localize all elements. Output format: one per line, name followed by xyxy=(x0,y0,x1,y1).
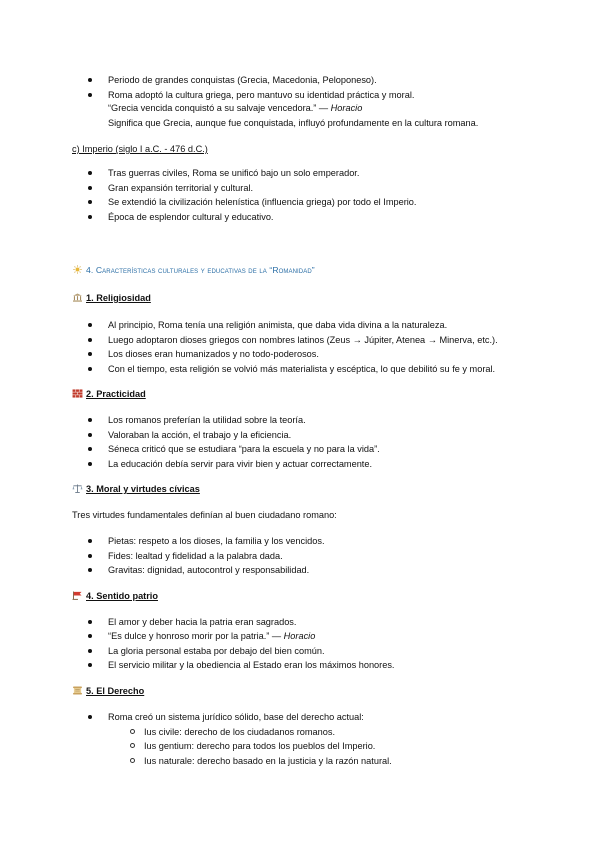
moral-intro: Tres virtudes fundamentales definían al buen ciudadano romano: xyxy=(72,510,337,520)
derecho-heading xyxy=(72,685,144,697)
list-item: Los romanos preferían la utilidad sobre la teoría. xyxy=(108,415,306,425)
quote-author: Horacio xyxy=(283,631,316,641)
quote-line xyxy=(108,102,362,114)
list-item: Periodo de grandes conquistas (Grecia, Macedonia, Peloponeso). xyxy=(108,75,377,85)
list-item: Gran expansión territorial y cultural. xyxy=(108,183,254,193)
section-title-text: 4. Características culturales y educativas de la “Romanidad” xyxy=(86,265,315,275)
patrio-heading-text: 4. Sentido patrio xyxy=(86,591,158,601)
scroll-icon xyxy=(72,686,83,695)
quote-author: Horacio xyxy=(330,103,363,113)
list-item: Pietas: respeto a los dioses, la familia y los vencidos. xyxy=(108,536,325,546)
derecho-heading-text: 5. El Derecho xyxy=(86,686,145,696)
moral-heading xyxy=(72,483,200,495)
list-item: Con el tiempo, esta religión se volvió más materialista y escéptica, lo que debilitó su fe y moral. xyxy=(108,364,496,374)
list-item: La educación debía servir para vivir bien y actuar correctamente. xyxy=(108,459,373,469)
list-item: Séneca criticó que se estudiara “para la escuela y no para la vida”. xyxy=(108,444,380,454)
quote-text: “Grecia vencida conquistó a su salvaje vencedora.” — xyxy=(108,103,331,113)
quote-open: “ xyxy=(108,631,112,641)
list-item: Se extendió la civilización helenística (influencia griega) por todo el Imperio. xyxy=(108,197,417,207)
sun-icon xyxy=(72,265,83,274)
moral-heading-text: 3. Moral y virtudes cívicas xyxy=(86,484,200,494)
list-item: Gravitas: dignidad, autocontrol y responsabilidad. xyxy=(108,565,310,575)
list-item: El servicio militar y la obediencia al Estado eran los máximos honores. xyxy=(108,660,395,670)
list-item: Época de esplendor cultural y educativo. xyxy=(108,212,274,222)
quote-text: Es dulce y honroso morir por la patria.” — xyxy=(111,631,284,641)
practicidad-heading-text: 2. Practicidad xyxy=(86,389,146,399)
list-item: Al principio, Roma tenía una religión animista, que daba vida divina a la naturaleza. xyxy=(108,320,448,330)
bricks-icon xyxy=(72,389,83,398)
practicidad-heading xyxy=(72,388,146,400)
list-item xyxy=(108,630,315,642)
list-item: Roma adoptó la cultura griega, pero mantuvo su identidad práctica y moral. xyxy=(108,90,415,100)
religiosidad-heading-text: 1. Religiosidad xyxy=(86,293,151,303)
list-item: Fides: lealtad y fidelidad a la palabra dada. xyxy=(108,551,283,561)
patrio-heading xyxy=(72,590,158,602)
temple-icon xyxy=(72,293,83,302)
scales-icon xyxy=(72,484,83,493)
list-item: El amor y deber hacia la patria eran sagrados. xyxy=(108,617,297,627)
sub-list-item: Ius naturale: derecho basado en la justicia y la razón natural. xyxy=(144,756,392,766)
imperio-heading: c) Imperio (siglo I a.C. - 476 d.C.) xyxy=(72,144,208,154)
list-item: Los dioses eran humanizados y no todo-poderosos. xyxy=(108,349,319,359)
list-item: Valoraban la acción, el trabajo y la eficiencia. xyxy=(108,430,292,440)
sub-list-item: Ius civile: derecho de los ciudadanos romanos. xyxy=(144,727,336,737)
list-item: Roma creó un sistema jurídico sólido, base del derecho actual: xyxy=(108,712,364,722)
section-title xyxy=(72,264,315,276)
sub-list-item: Ius gentium: derecho para todos los pueblos del Imperio. xyxy=(144,741,376,751)
flag-icon xyxy=(72,591,83,600)
explanation-text: Significa que Grecia, aunque fue conquistada, influyó profundamente en la cultura romana. xyxy=(108,118,479,128)
list-item: Luego adoptaron dioses griegos con nombres latinos (Zeus → Júpiter, Atenea → Minerva, etc.). xyxy=(108,335,498,345)
list-item: Tras guerras civiles, Roma se unificó bajo un solo emperador. xyxy=(108,168,360,178)
religiosidad-heading xyxy=(72,292,151,304)
list-item: La gloria personal estaba por debajo del bien común. xyxy=(108,646,325,656)
